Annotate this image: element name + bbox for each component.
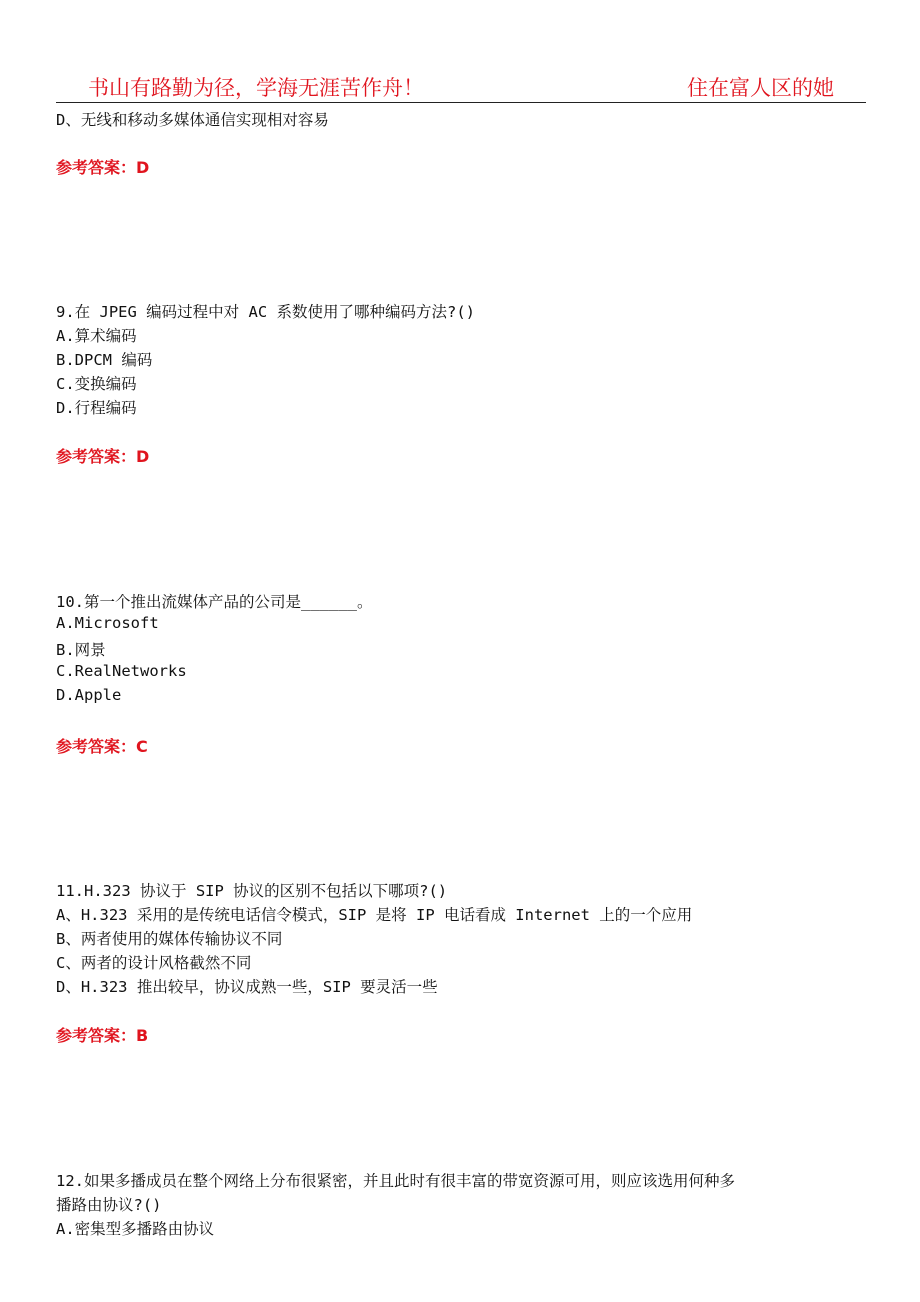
q11-answer: 参考答案：B <box>56 1026 149 1045</box>
q10-option-d: D.Apple <box>56 686 122 704</box>
q12-option-a: A.密集型多播路由协议 <box>56 1220 215 1238</box>
header-slogan-left: 书山有路勤为径，学海无涯苦作舟！ <box>88 76 424 100</box>
header-slogan-right: 住在富人区的她 <box>687 76 834 100</box>
q9-option-c: C.变换编码 <box>56 375 137 393</box>
q11-option-c: C、两者的设计风格截然不同 <box>56 954 252 972</box>
q11-stem: 11.H.323 协议于 SIP 协议的区别不包括以下哪项?() <box>56 882 448 900</box>
q10-option-b: B.网景 <box>56 641 106 659</box>
q9-stem: 9.在 JPEG 编码过程中对 AC 系数使用了哪种编码方法?() <box>56 303 475 321</box>
q9-option-b: B.DPCM 编码 <box>56 351 153 369</box>
q9-option-a: A.算术编码 <box>56 327 137 345</box>
q12-stem-line1: 12.如果多播成员在整个网络上分布很紧密，并且此时有很丰富的带宽资源可用，则应该选用何种多 <box>56 1172 735 1190</box>
q10-stem: 10.第一个推出流媒体产品的公司是______。 <box>56 593 373 611</box>
q11-option-a: A、H.323 采用的是传统电话信令模式，SIP 是将 IP 电话看成 Internet 上的一个应用 <box>56 906 693 924</box>
q8-option-d: D、无线和移动多媒体通信实现相对容易 <box>56 111 329 129</box>
q9-option-d: D.行程编码 <box>56 399 137 417</box>
q8-answer: 参考答案：D <box>56 158 150 177</box>
q10-answer: 参考答案：C <box>56 737 148 756</box>
q10-option-c: C.RealNetworks <box>56 662 187 680</box>
q10-option-a: A.Microsoft <box>56 614 159 632</box>
page-header <box>56 70 866 103</box>
q9-answer: 参考答案：D <box>56 447 150 466</box>
q11-option-b: B、两者使用的媒体传输协议不同 <box>56 930 283 948</box>
q11-option-d: D、H.323 推出较早，协议成熟一些，SIP 要灵活一些 <box>56 978 438 996</box>
q12-stem-line2: 播路由协议?() <box>56 1196 162 1214</box>
